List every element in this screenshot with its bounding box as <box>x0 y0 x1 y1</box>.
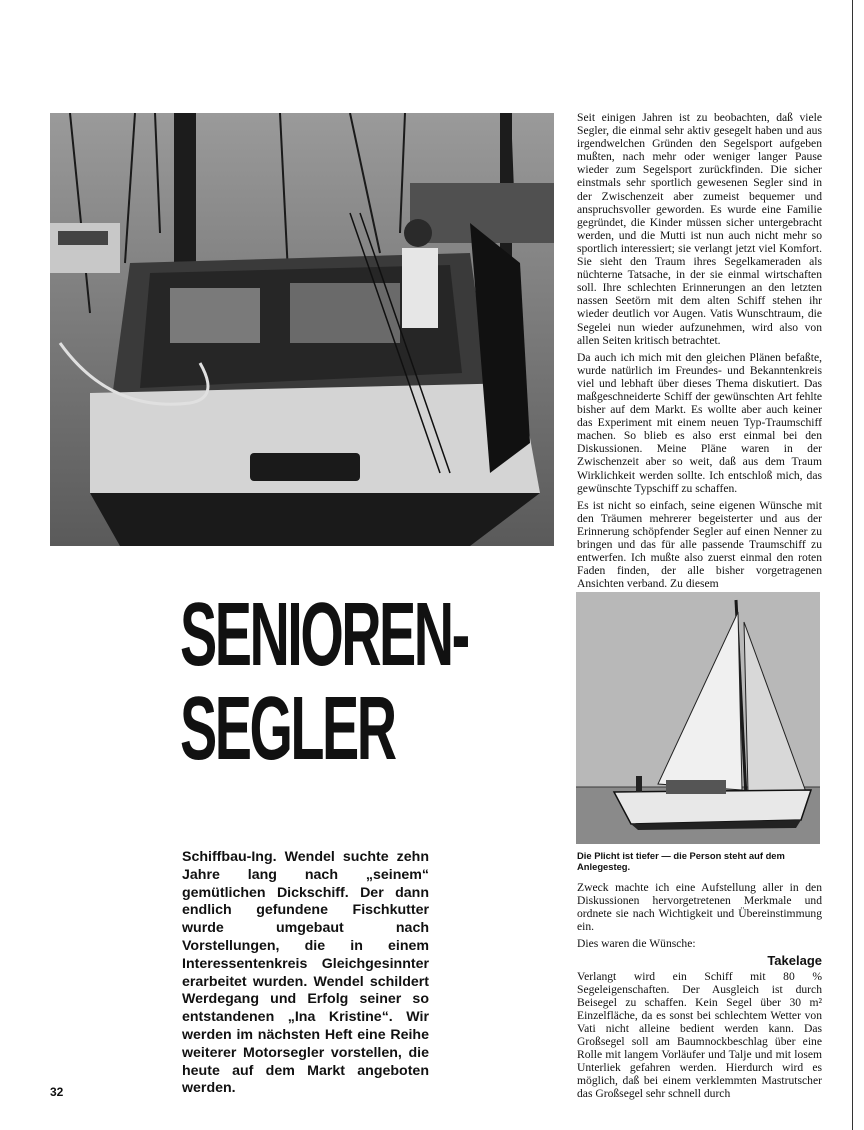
body-paragraph: Verlangt wird ein Schiff mit 80 % Segeleigenschaften. Der Ausgleich ist durch Beisegel zu schaffen. Kein Segel über 30 m² Einzelfläche, da es sonst bei schlechtem Wetter von Vati nicht alleine bedient werden kann. Das Großsegel soll am Baumnockbeschlag über eine Rolle mit langem Vorläufer und Talje und mit losem Unterliek gefahren werden. Hierdurch wird es möglich, daß bei einem verklemmten Mastrutscher das Großsegel sehr schnell durch <box>577 969 822 1101</box>
boat-stern-illustration <box>50 113 554 546</box>
photo-caption: Die Plicht ist tiefer — die Person steht auf dem Anlegesteg. <box>577 850 785 872</box>
article-headline <box>180 585 468 779</box>
sailboat-photo <box>576 592 820 844</box>
page-edge-line <box>852 0 853 1130</box>
sailboat-illustration <box>576 592 820 844</box>
main-photo-boat-stern <box>50 113 554 546</box>
body-paragraph: Es ist nicht so einfach, seine eigenen Wünsche mit den Träumen mehrerer begeisterter und aus der Erinnerung schöpfender Segler auf einen Nenner zu bringen und das für alle passende Traumschiff zu entwerfen. Ich mußte also zuerst einmal den roten Faden finden, der alle bisher vorgetragenen Ansichten verband. Zu diesem <box>577 498 822 591</box>
headline-line-2: SEGLER <box>180 679 395 779</box>
article-body-column-top <box>577 111 822 594</box>
body-paragraph: Zweck machte ich eine Aufstellung aller in den Diskussionen hervorgetretenen Merkmale und ordnete sie nach Wichtigkeit und Übereinstimmung ein. <box>577 881 822 934</box>
article-lead: Schiffbau-Ing. Wendel suchte zehn Jahre lang nach „seinem“ gemütlichen Dickschiff. Der dann endlich gefundene Fischkutter wurde umgebaut nach Vorstellungen, die in einem Interessentenkreis Gleichgesinnter erarbeitet wurden. Wendel schildert Werdegang und Erfolg seiner so entstandenen „Ina Kristine“. Wir werden im nächsten Heft eine Reihe weiterer Motorsegler vorstellen, die heute auf dem Markt angeboten werden. <box>182 849 429 1097</box>
headline-line-1: SENIOREN- <box>180 585 468 685</box>
body-paragraph: Seit einigen Jahren ist zu beobachten, daß viele Segler, die einmal sehr aktiv gesegelt haben und aus irgendwelchen Gründen den Segelsport aufgeben mußten, nach mehr oder weniger langer Pause wieder zum Segelsport zurückfinden. Die sicher einstmals sehr sportlich gewesenen Segler sind in der Zwischenzeit aber zumeist bequemer und anspruchsvoller geworden. Es wurde eine Familie gegründet, die Kinder müssen sicher untergebracht werden, und die Mutti ist nun auch nicht mehr so sportlich interessiert; sie verlangt jetzt viel Komfort. Sie sieht den Traum ihres Segelkameraden als nüchterne Tatsache, in der sie einmal wirtschaften soll. Ihre schlechten Erinnerungen an den letzten nassen Seetörn mit dem alten Schiff stehen ihr wieder deutlich vor Augen. Vatis Wunschtraum, die Segelei nun wieder aufzunehmen, wird also von allen Seiten kritisch betrachtet. <box>577 111 822 347</box>
article-body-column-bottom <box>577 881 822 1105</box>
page-number: 32 <box>50 1085 64 1099</box>
body-paragraph: Da auch ich mich mit den gleichen Plänen befaßte, wurde natürlich im Freundes- und Bekanntenkreis viel und lebhaft über dieses Thema diskutiert. Das maßgeschneiderte Schiff der gewünschten Art fehlte bisher auf dem Markt. Es wollte aber auch keiner das Experiment mit einem neuen Typ-Traumschiff machen. So blieb es also erst einmal bei den Diskussionen. Meine Pläne waren in der Zwischenzeit aber so weit, daß aus dem Traum Wirklichkeit werden sollte. Ich entschloß mich, das gewünschte Typschiff zu schaffen. <box>577 350 822 495</box>
section-subhead: Takelage <box>767 953 822 969</box>
body-paragraph: Dies waren die Wünsche: <box>577 937 696 951</box>
